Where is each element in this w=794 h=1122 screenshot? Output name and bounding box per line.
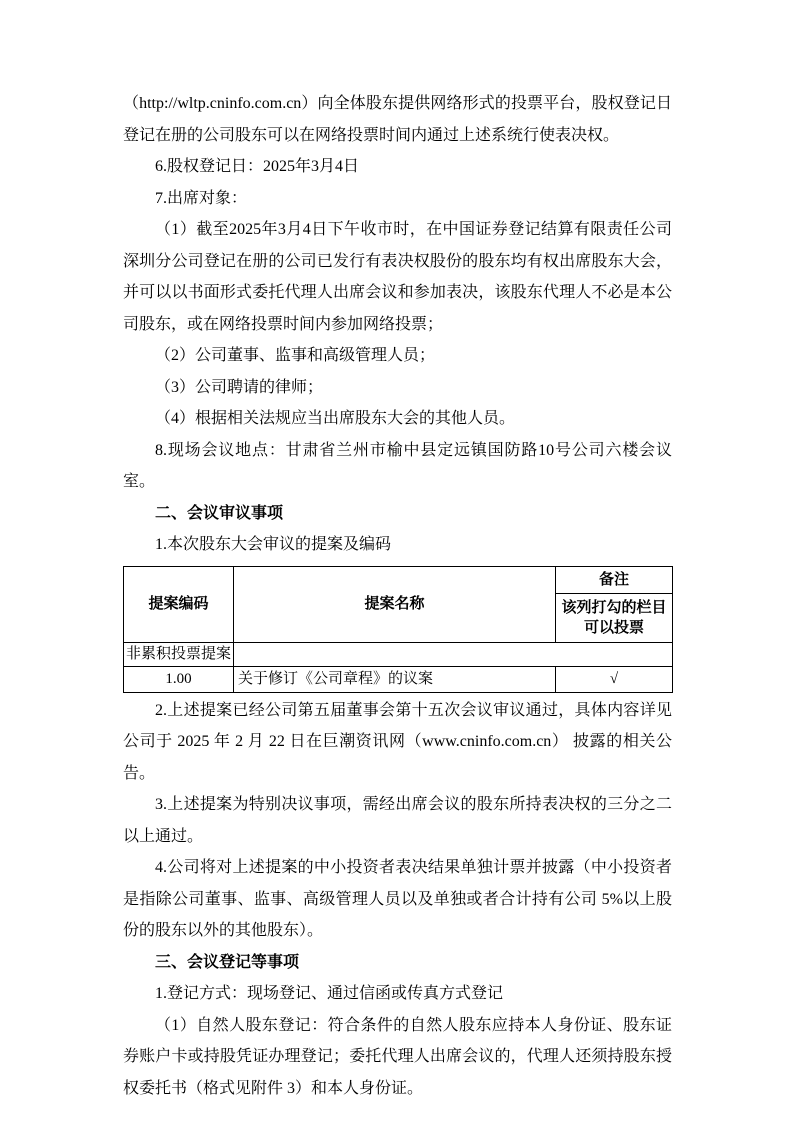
table-header-proposal-code: 提案编码 [124,566,234,642]
paragraph-note-2-board-approval: 2.上述提案已经公司第五届董事会第十五次会议审议通过，具体内容详见公司于 2025 年 2 月 22 日在巨潮资讯网（www.cninfo.com.cn） 披露的相关公告。 [123,701,672,782]
table-cell-vote-type-empty [234,642,673,666]
paragraph-table-caption: 1.本次股东大会审议的提案及编码 [155,536,392,553]
table-cell-checkmark: √ [556,666,673,692]
paragraph-meeting-venue: 8.现场会议地点：甘肃省兰州市榆中县定远镇国防路10号公司六楼会议室。 [123,441,672,490]
paragraph-attendees-title: 7.出席对象： [155,189,248,207]
document-content [123,88,672,1104]
table-cell-vote-type: 非累积投票提案 [124,642,234,666]
section-heading-2-review-matters: 二、会议审议事项 [155,504,284,522]
table-header-remark-note: 该列打勾的栏目可以投票 [556,593,673,642]
paragraph-note-4-minority-investors: 4.公司将对上述提案的中小投资者表决结果单独计票并披露（中小投资者是指除公司董事、监事、高级管理人员以及单独或者合计持有公司 5%以上股份的股东以外的其他股东）。 [123,859,672,939]
table-cell-proposal-name: 关于修订《公司章程》的议案 [234,666,556,692]
paragraph-note-3-special-resolution: 3.上述提案为特别决议事项，需经出席会议的股东所持表决权的三分之二以上通过。 [123,796,672,845]
paragraph-attendee-item-1: （1）截至2025年3月4日下午收市时，在中国证券登记结算有限责任公司深圳分公司登记在册的公司已发行有表决权股份的股东均有权出席股东大会，并可以以书面形式委托代理人出席会议和参加表决，该股东代理人不必是本公司股东，或在网络投票时间内参加网络投票； [123,221,672,333]
paragraph-attendee-item-3: （3）公司聘请的律师； [155,378,324,396]
table-header-proposal-name: 提案名称 [234,566,556,642]
table-cell-proposal-code: 1.00 [124,666,234,692]
section-heading-3-registration-matters: 三、会议登记等事项 [155,953,300,971]
paragraph-continuation-network-voting: （http://wltp.cninfo.com.cn）向全体股东提供网络形式的投票平台，股权登记日登记在册的公司股东可以在网络投票时间内通过上述系统行使表决权。 [123,95,672,144]
paragraph-registration-method: 1.登记方式：现场登记、通过信函或传真方式登记 [155,985,504,1002]
paragraph-natural-person-registration: （1）自然人股东登记：符合条件的自然人股东应持本人身份证、股东证券账户卡或持股凭证办理登记；委托代理人出席会议的，代理人还须持股东授权委托书（格式见附件 3）和本人身份证。 [123,1016,672,1097]
paragraph-attendee-item-2: （2）公司董事、监事和高级管理人员； [155,347,436,364]
paragraph-record-date: 6.股权登记日：2025年3月4日 [155,158,360,175]
proposal-table [123,566,673,693]
table-header-remark: 备注 [556,566,673,593]
paragraph-attendee-item-4: （4）根据相关法规应当出席股东大会的其他人员。 [155,410,516,427]
